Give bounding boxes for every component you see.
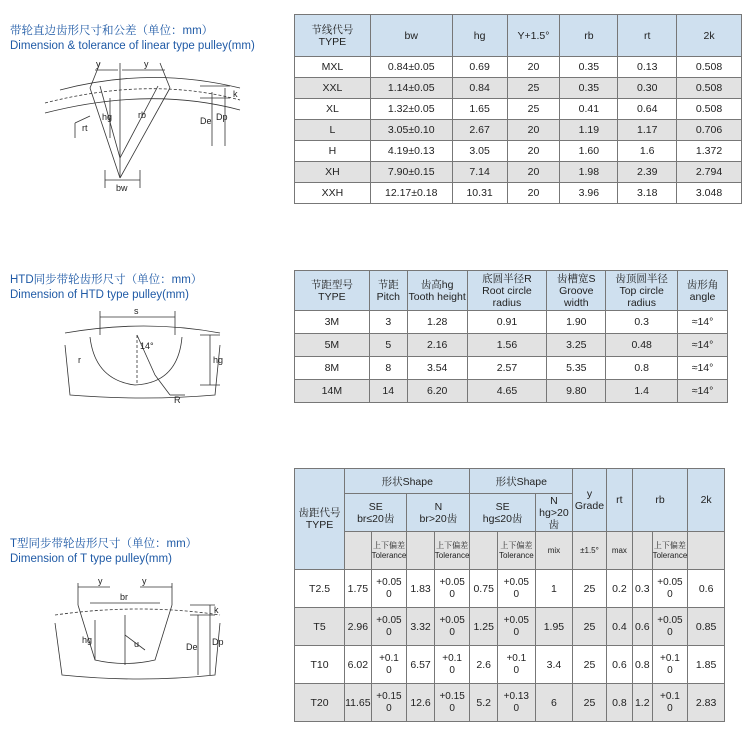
t3-tol-en: Tolerance: [371, 550, 407, 560]
table-row: [295, 380, 728, 403]
t1-cell: 4.19±0.13: [370, 141, 452, 162]
t3-cell: 0.3: [632, 570, 652, 608]
t3-cell: 2.83: [688, 684, 725, 722]
table-row: [295, 78, 742, 99]
t3-tol-low: 0: [386, 626, 392, 638]
t2-cell: 0.91: [467, 311, 547, 334]
t1-cell: 1.65: [452, 99, 507, 120]
t3-cell-tol: [371, 684, 407, 722]
t2-cell: 3.25: [547, 334, 606, 357]
t2-h-cn: 齿形角: [686, 278, 719, 291]
htd-label-s: s: [134, 306, 139, 316]
t2-header-tooth-height: [407, 271, 467, 311]
t3-tol-low: 0: [449, 626, 455, 638]
table-row: [295, 183, 742, 204]
t2-h-en: Pitch: [376, 290, 400, 303]
t2-cell: 9.80: [547, 380, 606, 403]
table-row: [295, 141, 742, 162]
t3-cell: 3.32: [407, 608, 434, 646]
t2-cell: 3: [369, 311, 407, 334]
t3-cell: 0.6: [688, 570, 725, 608]
t2-cell: 4.65: [467, 380, 547, 403]
t2-header-angle: [678, 271, 728, 311]
linear-pulley-diagram: [40, 58, 280, 198]
t2-header-pitch: [369, 271, 407, 311]
t1-header-type-en: TYPE: [318, 35, 347, 48]
t1-cell: 1.372: [677, 141, 742, 162]
t2-h-en: angle: [689, 290, 716, 303]
table-row: [295, 162, 742, 183]
t-label-y1: y: [98, 576, 103, 586]
t2-cell: 0.3: [606, 311, 678, 334]
t-label-k: k: [214, 605, 219, 615]
t1-cell: H: [295, 141, 371, 162]
htd-label-hg: hg: [213, 355, 224, 365]
t-label-de: De: [186, 642, 198, 652]
t3-tol-up: +0.15: [376, 690, 402, 702]
table-row: [295, 120, 742, 141]
t1-header-bw: bw: [370, 15, 452, 57]
t3-cell: 0.85: [688, 608, 725, 646]
t3-tol-low: 0: [386, 664, 392, 676]
t3-cell-tol: [434, 570, 470, 608]
t3-tol-up: +0.1: [379, 652, 399, 664]
t3-tol-up: +0.05: [657, 576, 683, 588]
t3-tol-up: +0.05: [376, 614, 402, 626]
t2-cell: 8: [369, 357, 407, 380]
t3-tol-up: +0.05: [657, 614, 683, 626]
t3-tol-cn: 上下偏差: [372, 540, 405, 550]
t1-cell: 0.64: [618, 99, 677, 120]
t1-header-type: [295, 15, 371, 57]
t2-h-cn: 齿高hg: [420, 278, 454, 291]
t1-cell: 1.98: [560, 162, 618, 183]
t2-cell: 1.4: [606, 380, 678, 403]
t3-tol-up: +0.05: [439, 576, 465, 588]
t3-header-n2: [535, 494, 572, 532]
t1-cell: 0.84±0.05: [370, 57, 452, 78]
t3-cell-tol: [434, 608, 470, 646]
t1-cell: 0.30: [618, 78, 677, 99]
t3-cell: T10: [295, 646, 345, 684]
t1-cell: XH: [295, 162, 371, 183]
t1-cell: 1.17: [618, 120, 677, 141]
t-section-title: [10, 537, 197, 567]
t3-tol-low: 0: [449, 702, 455, 714]
t2-header-type: [295, 271, 370, 311]
t1-cell: 0.508: [677, 57, 742, 78]
t2-h-en: Tooth height: [408, 290, 466, 303]
t3-cell-tol: [371, 570, 407, 608]
table-row: [295, 357, 728, 380]
htd-pulley-diagram: [60, 305, 230, 405]
t2-cell: 2.16: [407, 334, 467, 357]
t3-tol-up: +0.1: [442, 652, 462, 664]
t-label-y2: y: [142, 576, 147, 586]
t3-h-type-en: TYPE: [305, 519, 334, 531]
t3-sub-mix: mix: [535, 532, 572, 570]
t1-cell: 0.35: [560, 78, 618, 99]
t3-header-se2: [470, 494, 535, 532]
t3-cell-tol: [497, 646, 535, 684]
t1-cell: 0.508: [677, 99, 742, 120]
t3-cell: 0.8: [606, 684, 632, 722]
t3-tol-cn: 上下偏差: [500, 540, 533, 550]
t3-cell-tol: [652, 608, 688, 646]
t1-cell: 20: [507, 162, 560, 183]
t3-cell: 1.75: [345, 570, 372, 608]
t1-cell: 3.05±0.10: [370, 120, 452, 141]
t1-cell: 1.60: [560, 141, 618, 162]
t2-cell: 1.56: [467, 334, 547, 357]
t3-h: SE: [368, 500, 383, 513]
t2-header-top-radius: [606, 271, 678, 311]
t2-h-cn: 齿顶圆半径: [615, 272, 668, 285]
t3-header-2k: 2k: [688, 469, 725, 532]
t3-sub-tolerance: [652, 532, 688, 570]
linear-label-k: k: [233, 89, 238, 99]
t3-tol-low: 0: [513, 626, 520, 638]
t1-header-rt: rt: [618, 15, 677, 57]
t3-cell: 25: [573, 684, 607, 722]
t3-cell: 1.25: [470, 608, 497, 646]
t3-tol-en: Tolerance: [652, 550, 688, 560]
t3-tol-up: +0.1: [660, 690, 680, 702]
t3-sub-blank: [632, 532, 652, 570]
t-label-dp: Dp: [212, 637, 224, 647]
t3-h: N: [550, 494, 558, 507]
t1-header-2k: 2k: [677, 15, 742, 57]
t2-h-en: Top circle radius: [619, 284, 664, 309]
t2-header-groove-width: [547, 271, 606, 311]
linear-label-dp: Dp: [216, 112, 228, 122]
t1-cell: 0.13: [618, 57, 677, 78]
t1-header-y: Y+1.5°: [507, 15, 560, 57]
t2-cell: 5: [369, 334, 407, 357]
table-row: [295, 334, 728, 357]
linear-label-rb: rb: [138, 110, 147, 120]
t3-header-shape1: 形状Shape: [345, 469, 470, 494]
t-label-br: br: [120, 592, 129, 602]
t3-cell-tol: [652, 570, 688, 608]
t3-cell-tol: [652, 684, 688, 722]
t1-cell: 20: [507, 183, 560, 204]
t3-sub-blank: [345, 532, 372, 570]
t3-cell: 5.2: [470, 684, 497, 722]
t3-cell: 1.95: [535, 608, 572, 646]
t3-cell-tol: [371, 608, 407, 646]
t1-cell: 1.6: [618, 141, 677, 162]
linear-label-bw: bw: [116, 183, 128, 193]
t2-cell: 5.35: [547, 357, 606, 380]
t3-cell: 2.6: [470, 646, 497, 684]
t2-cell: 6.20: [407, 380, 467, 403]
t3-cell: T5: [295, 608, 345, 646]
t1-cell: 25: [507, 78, 560, 99]
t1-cell: 1.19: [560, 120, 618, 141]
t3-sub-blank: [470, 532, 497, 570]
htd-title-cn: HTD同步带轮齿形尺寸（单位：mm）: [10, 274, 203, 286]
t1-cell: 10.31: [452, 183, 507, 204]
t3-cell: 1: [535, 570, 572, 608]
t3-tol-up: +0.05: [439, 614, 465, 626]
t-label-hg: hg: [82, 635, 93, 645]
t2-h-cn: 节距: [377, 278, 399, 291]
t3-tol-low: 0: [513, 664, 520, 676]
t3-cell: 25: [573, 608, 607, 646]
t3-cell: 3.4: [535, 646, 572, 684]
t3-h: SE: [495, 500, 510, 513]
t1-cell: MXL: [295, 57, 371, 78]
htd-pulley-table: [294, 270, 728, 403]
t3-cell: 0.6: [632, 608, 652, 646]
t1-cell: 3.048: [677, 183, 742, 204]
linear-label-y2: y: [144, 59, 149, 69]
t3-tol-low: 0: [667, 626, 673, 638]
t3-sub-blank: [407, 532, 434, 570]
t3-h-grade: Grade: [574, 500, 605, 512]
linear-label-y1: y: [96, 59, 101, 69]
t3-tol-low: 0: [386, 588, 392, 600]
table-row: [295, 684, 725, 722]
t1-cell: 20: [507, 120, 560, 141]
linear-label-hg: hg: [102, 112, 113, 122]
t2-h-en: Root circle radius: [482, 284, 532, 309]
t3-tol-up: +0.1: [660, 652, 680, 664]
t1-header-rb: rb: [560, 15, 618, 57]
t-pulley-diagram: [50, 575, 230, 685]
t2-cell: ≈14°: [678, 380, 728, 403]
t1-cell: 20: [507, 141, 560, 162]
t3-cell-tol: [434, 684, 470, 722]
t2-cell: 1.28: [407, 311, 467, 334]
t3-cell: 6.02: [345, 646, 372, 684]
t3-tol-low: 0: [513, 588, 520, 600]
t-label-u: u: [134, 639, 140, 649]
t3-tol-cn: 上下偏差: [653, 540, 686, 550]
t3-h-type-cn: 齿距代号: [298, 507, 341, 519]
t2-h-en: TYPE: [318, 290, 346, 303]
t1-cell: XL: [295, 99, 371, 120]
t2-h-cn: 节距型号: [310, 278, 353, 291]
t3-cell: 1.2: [632, 684, 652, 722]
t2-cell: 14: [369, 380, 407, 403]
t3-tol-en: Tolerance: [498, 550, 534, 560]
t3-cell: 25: [573, 646, 607, 684]
t3-header-rt: rt: [606, 469, 632, 532]
t3-cell-tol: [497, 608, 535, 646]
t3-cell-tol: [371, 646, 407, 684]
htd-label-angle: 14°: [140, 341, 154, 351]
t3-sub-tolerance: [434, 532, 470, 570]
t3-tol-low: 0: [449, 588, 455, 600]
t3-sub-tolerance: [371, 532, 407, 570]
t3-cell: 2.96: [345, 608, 372, 646]
t3-header-type: [295, 469, 345, 570]
t3-sub-pm15: ±1.5°: [573, 532, 607, 570]
t2-h-en: Groove width: [559, 284, 594, 309]
t1-cell: 1.14±0.05: [370, 78, 452, 99]
t2-cell: 3.54: [407, 357, 467, 380]
t3-h-sub: hg>20齿: [539, 506, 569, 531]
table-row: [295, 608, 725, 646]
t3-tol-up: +0.05: [376, 576, 402, 588]
t2-h-cn: 齿槽宽S: [557, 272, 596, 285]
t1-cell: 20: [507, 57, 560, 78]
t1-cell: 2.794: [677, 162, 742, 183]
table-row: [295, 311, 728, 334]
t3-cell: 1.85: [688, 646, 725, 684]
t3-sub-tolerance: [497, 532, 535, 570]
t1-cell: 0.508: [677, 78, 742, 99]
linear-label-de: De: [200, 116, 212, 126]
t3-tol-up: +0.05: [503, 614, 529, 626]
table-row: [295, 570, 725, 608]
t2-cell: 0.8: [606, 357, 678, 380]
t1-cell: 3.18: [618, 183, 677, 204]
linear-pulley-table: [294, 14, 742, 204]
t3-tol-low: 0: [449, 664, 455, 676]
t3-header-rb: rb: [632, 469, 687, 532]
t3-cell-tol: [497, 684, 535, 722]
t2-cell: 14M: [295, 380, 370, 403]
table-row: [295, 646, 725, 684]
t3-cell: 1.83: [407, 570, 434, 608]
t3-cell: 0.2: [606, 570, 632, 608]
t2-cell: 8M: [295, 357, 370, 380]
t3-tol-en: Tolerance: [434, 550, 470, 560]
t1-cell: XXH: [295, 183, 371, 204]
t1-cell: 0.84: [452, 78, 507, 99]
t1-cell: 12.17±0.18: [370, 183, 452, 204]
t1-cell: 0.41: [560, 99, 618, 120]
t2-cell: 1.90: [547, 311, 606, 334]
t2-cell: ≈14°: [678, 334, 728, 357]
t3-cell: 0.6: [606, 646, 632, 684]
t3-header-n1: [407, 494, 470, 532]
t1-cell: 2.67: [452, 120, 507, 141]
t3-tol-low: 0: [667, 588, 673, 600]
t2-header-root-radius: [467, 271, 547, 311]
t3-tol-low: 0: [667, 664, 673, 676]
t3-h: N: [434, 500, 443, 513]
htd-label-r: r: [78, 355, 81, 365]
t1-cell: 7.14: [452, 162, 507, 183]
t3-h-sub: hg≤20齿: [482, 512, 523, 525]
t3-header-shape2: 形状Shape: [470, 469, 573, 494]
t3-header-se1: [345, 494, 407, 532]
t3-sub-blank: [688, 532, 725, 570]
t2-cell: ≈14°: [678, 357, 728, 380]
t3-tol-up: +0.05: [503, 576, 529, 588]
t2-cell: 5M: [295, 334, 370, 357]
t3-tol-up: +0.13: [503, 690, 529, 702]
t3-h-y: y: [586, 488, 593, 500]
t2-h-cn: 底圆半径R: [482, 272, 532, 285]
t1-cell: 2.39: [618, 162, 677, 183]
t3-cell: 0.4: [606, 608, 632, 646]
t1-cell: 1.32±0.05: [370, 99, 452, 120]
t2-cell: 0.48: [606, 334, 678, 357]
t3-tol-up: +0.15: [439, 690, 465, 702]
htd-title-en: Dimension of HTD type pulley(mm): [10, 289, 189, 301]
table-row: [295, 99, 742, 120]
t3-tol-up: +0.1: [506, 652, 527, 664]
t1-cell: 0.69: [452, 57, 507, 78]
t1-cell: 3.96: [560, 183, 618, 204]
t2-cell: 2.57: [467, 357, 547, 380]
t1-cell: 3.05: [452, 141, 507, 162]
t3-tol-cn: 上下偏差: [436, 540, 469, 550]
t2-cell: 3M: [295, 311, 370, 334]
t-title-en: Dimension of T type pulley(mm): [10, 553, 172, 565]
t3-cell: 6.57: [407, 646, 434, 684]
t3-cell: 6: [535, 684, 572, 722]
t1-header-hg: hg: [452, 15, 507, 57]
t3-cell: T2.5: [295, 570, 345, 608]
linear-section-title: [10, 24, 255, 54]
t3-cell: 12.6: [407, 684, 434, 722]
t-title-cn: T型同步带轮齿形尺寸（单位：mm）: [10, 538, 198, 550]
htd-section-title: [10, 273, 202, 303]
t3-tol-low: 0: [386, 702, 392, 714]
t3-h-sub: br≤20齿: [357, 512, 395, 525]
t3-cell: 0.75: [470, 570, 497, 608]
linear-label-rt: rt: [82, 123, 88, 133]
t1-cell: 25: [507, 99, 560, 120]
t1-cell: XXL: [295, 78, 371, 99]
t3-h-sub: br>20齿: [419, 512, 458, 525]
t3-cell: 0.8: [632, 646, 652, 684]
t3-cell-tol: [497, 570, 535, 608]
linear-title-en: Dimension & tolerance of linear type pulley(mm): [10, 40, 255, 52]
t1-cell: 7.90±0.15: [370, 162, 452, 183]
t1-header-type-cn: 节线代号: [311, 23, 354, 36]
t3-cell-tol: [652, 646, 688, 684]
t3-tol-low: 0: [513, 702, 520, 714]
t1-cell: L: [295, 120, 371, 141]
t2-cell: ≈14°: [678, 311, 728, 334]
t3-cell: 25: [573, 570, 607, 608]
htd-label-R: R: [174, 395, 181, 405]
t1-cell: 0.706: [677, 120, 742, 141]
linear-title-cn: 带轮直边齿形尺寸和公差（单位：mm）: [10, 25, 214, 37]
t3-cell: T20: [295, 684, 345, 722]
table-row: [295, 57, 742, 78]
t1-cell: 0.35: [560, 57, 618, 78]
t-pulley-table: [294, 468, 725, 722]
t3-tol-low: 0: [667, 702, 673, 714]
t3-header-y: [573, 469, 607, 532]
t3-cell: 11.65: [345, 684, 372, 722]
t3-sub-max: max: [606, 532, 632, 570]
t3-cell-tol: [434, 646, 470, 684]
